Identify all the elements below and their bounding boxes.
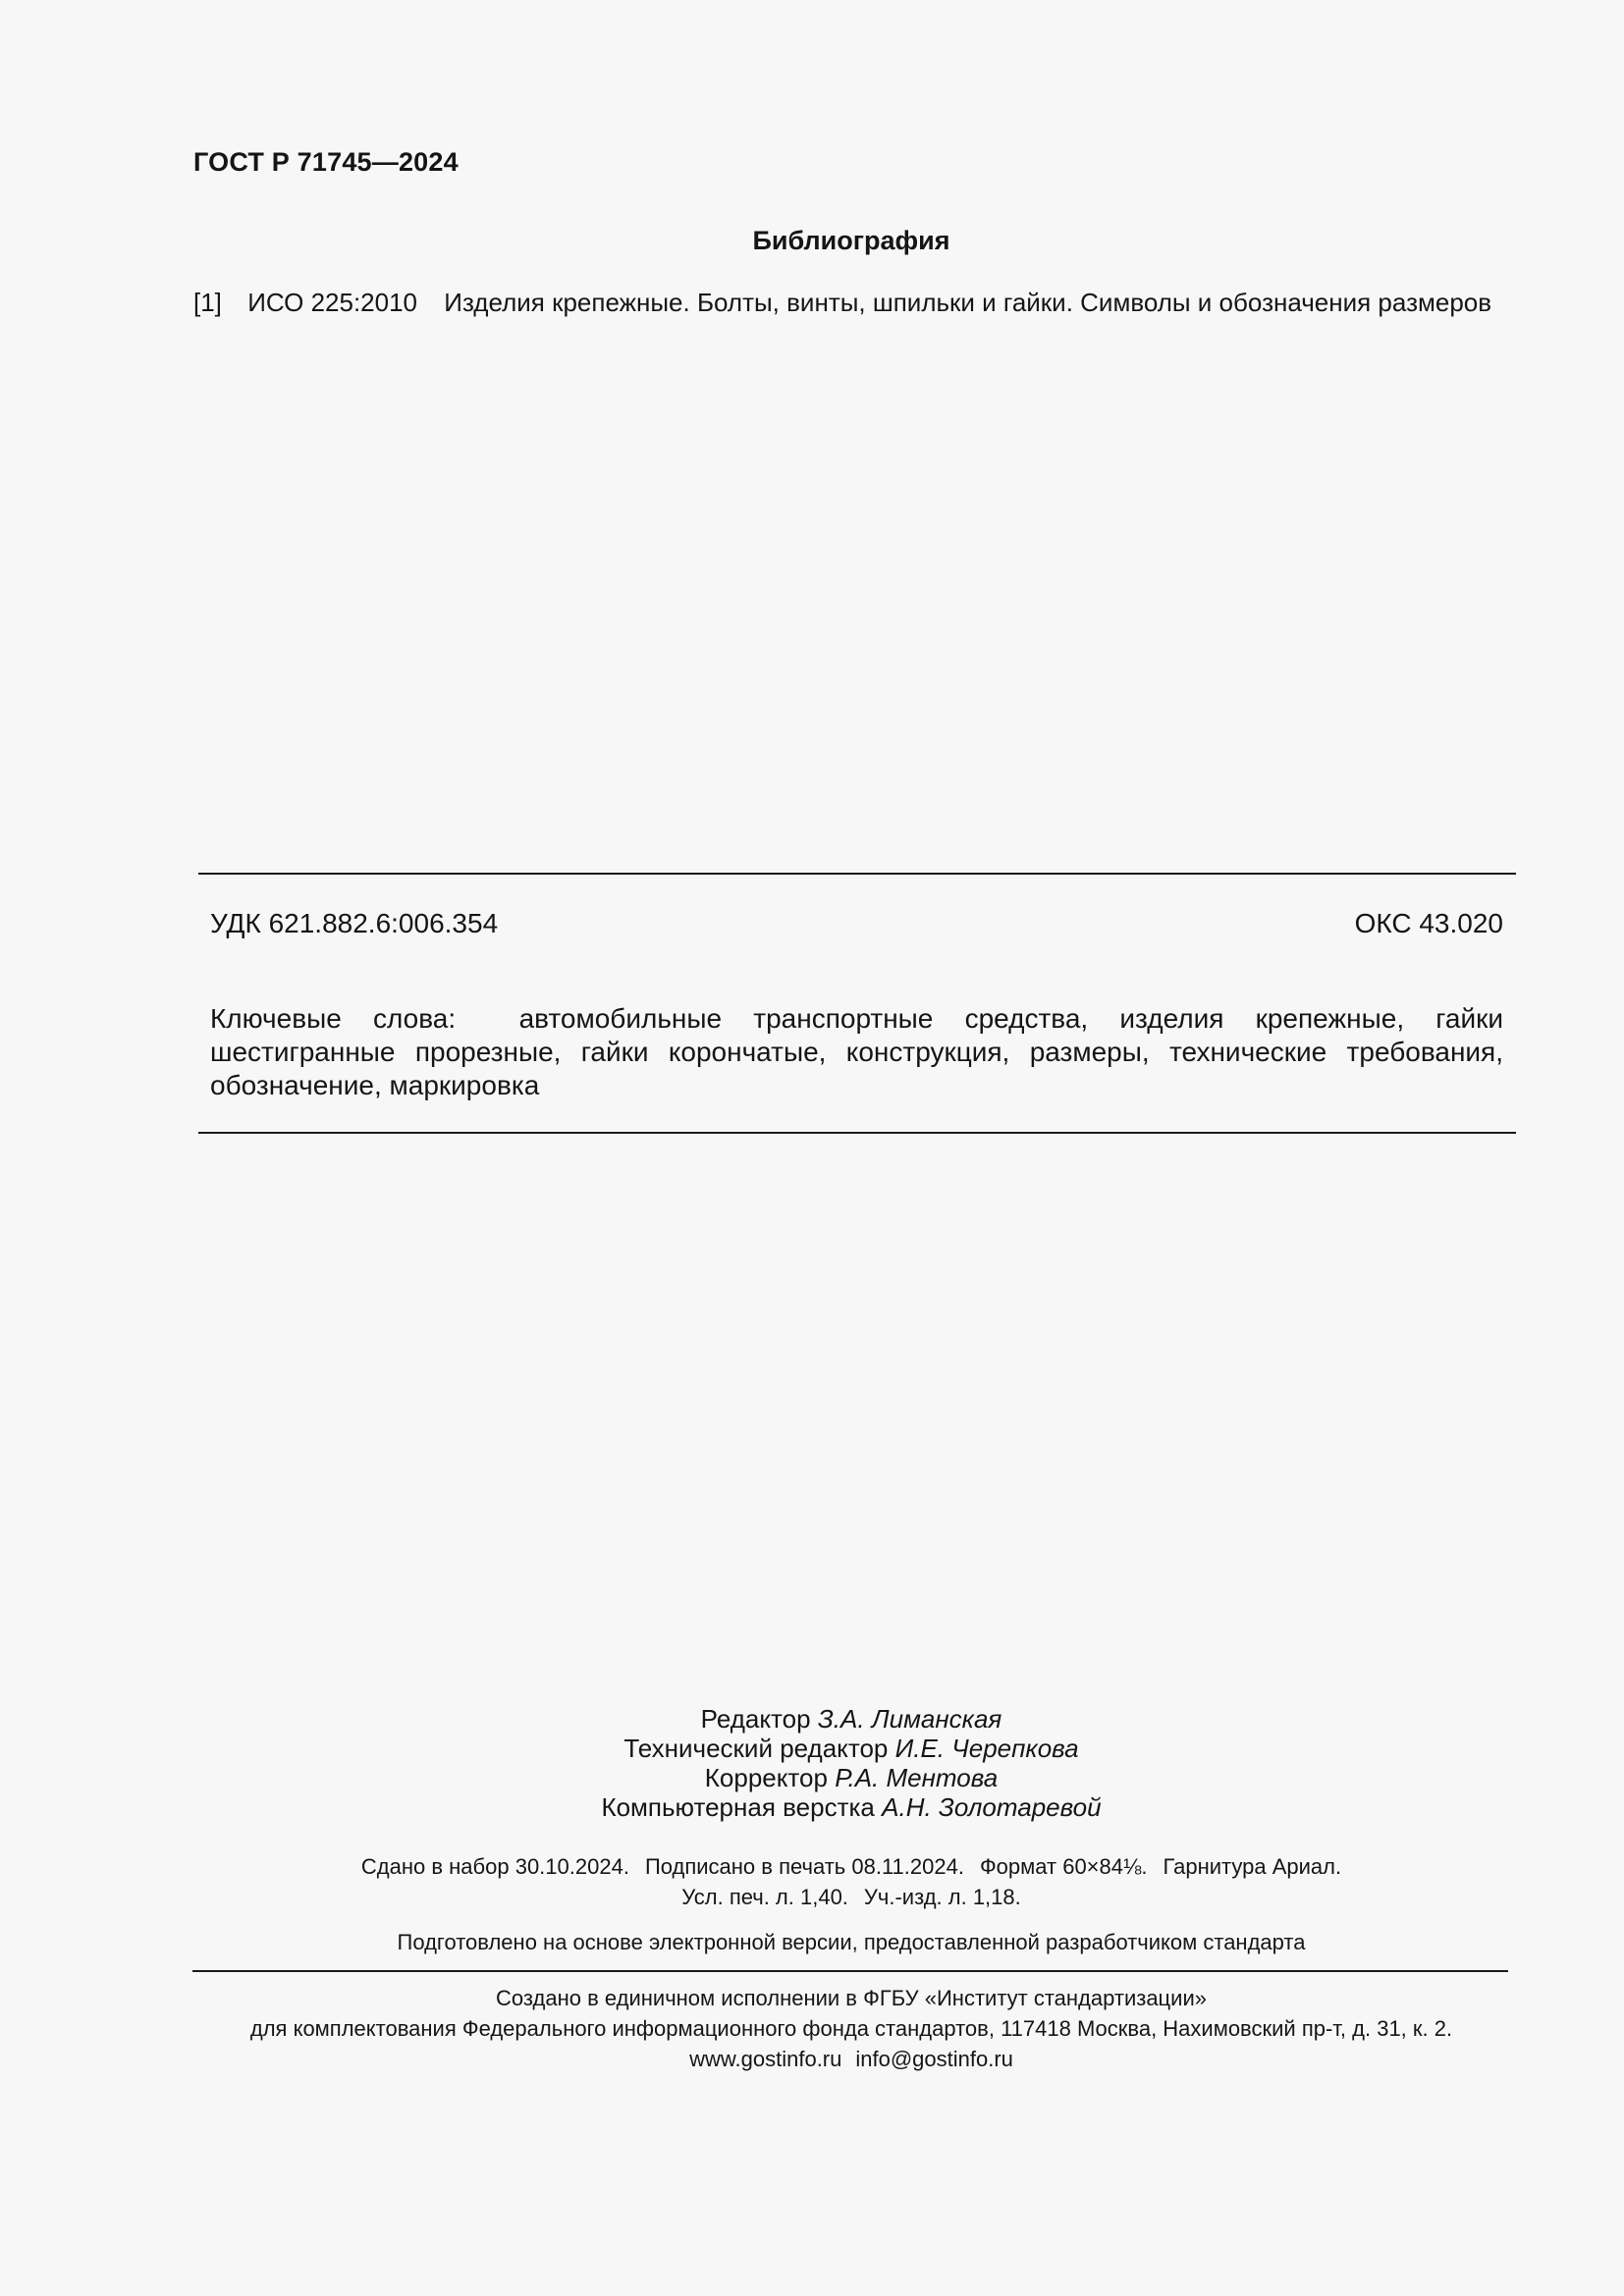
credit-name: А.Н. Золотаревой [882, 1792, 1102, 1822]
keywords-label: Ключевые слова: [210, 1003, 457, 1034]
divider-top [198, 873, 1516, 875]
credit-name: З.А. Лиманская [817, 1704, 1002, 1734]
divider-middle [198, 1132, 1516, 1134]
email-link[interactable]: info@gostinfo.ru [855, 2047, 1013, 2071]
divider-footer [192, 1970, 1508, 1972]
credit-proofreader [79, 1763, 1624, 1792]
keywords-block [210, 1002, 1503, 1102]
credits-block [0, 1704, 1624, 1822]
publisher-sheets: Уч.-изд. л. 1,18. [863, 1885, 1021, 1909]
print-format: Формат 60×84⅛. [979, 1854, 1148, 1879]
contacts-line [79, 2044, 1624, 2074]
credit-role: Компьютерная верстка [601, 1792, 875, 1822]
print-info-line-2 [79, 1882, 1624, 1912]
credit-layout [79, 1792, 1624, 1822]
credit-technical-editor [79, 1734, 1624, 1763]
keywords-text: автомобильные транспортные средства, изделия крепежные, гайки шестигранные прорезные, гайки корончатые, конструкция, размеры, технические требования, обозначение, маркировка [210, 1003, 1504, 1100]
print-submitted: Сдано в набор 30.10.2024. [360, 1854, 629, 1879]
credit-editor [79, 1704, 1624, 1734]
credit-role: Технический редактор [623, 1734, 889, 1763]
credit-role: Корректор [704, 1763, 828, 1792]
website-link[interactable]: www.gostinfo.ru [689, 2047, 842, 2071]
print-typeface: Гарнитура Ариал. [1163, 1854, 1342, 1879]
bibliography-title: Библиография [752, 226, 950, 255]
created-block [0, 1983, 1624, 2074]
udk-code: УДК 621.882.6:006.354 [210, 908, 499, 938]
bibliography-entry-number: [1] [193, 288, 222, 317]
document-code-header: ГОСТ Р 71745—2024 [193, 147, 459, 177]
bibliography-entry [193, 288, 1491, 318]
bibliography-entry-code: ИСО 225:2010 [247, 288, 418, 317]
print-info-line-1 [79, 1851, 1624, 1882]
created-line-2: для комплектования Федерального информационного фонда стандартов, 117418 Москва, Нахимовский пр-т, д. 31, к. 2. [249, 2016, 1453, 2041]
credit-name: И.Е. Черепкова [894, 1734, 1079, 1763]
oks-code: ОКС 43.020 [1354, 908, 1503, 938]
credit-name: Р.А. Ментова [835, 1763, 999, 1792]
print-sheets: Усл. печ. л. 1,40. [681, 1885, 848, 1909]
bibliography-entry-text: Изделия крепежные. Болты, винты, шпильки и гайки. Символы и обозначения размеров [444, 288, 1492, 317]
credit-role: Редактор [700, 1704, 811, 1734]
created-line-1: Создано в единичном исполнении в ФГБУ «Институт стандартизации» [496, 1986, 1207, 2010]
prepared-note: Подготовлено на основе электронной версии, предоставленной разработчиком стандарта [397, 1930, 1306, 1954]
print-info [0, 1851, 1624, 1912]
print-signed: Подписано в печать 08.11.2024. [644, 1854, 964, 1879]
